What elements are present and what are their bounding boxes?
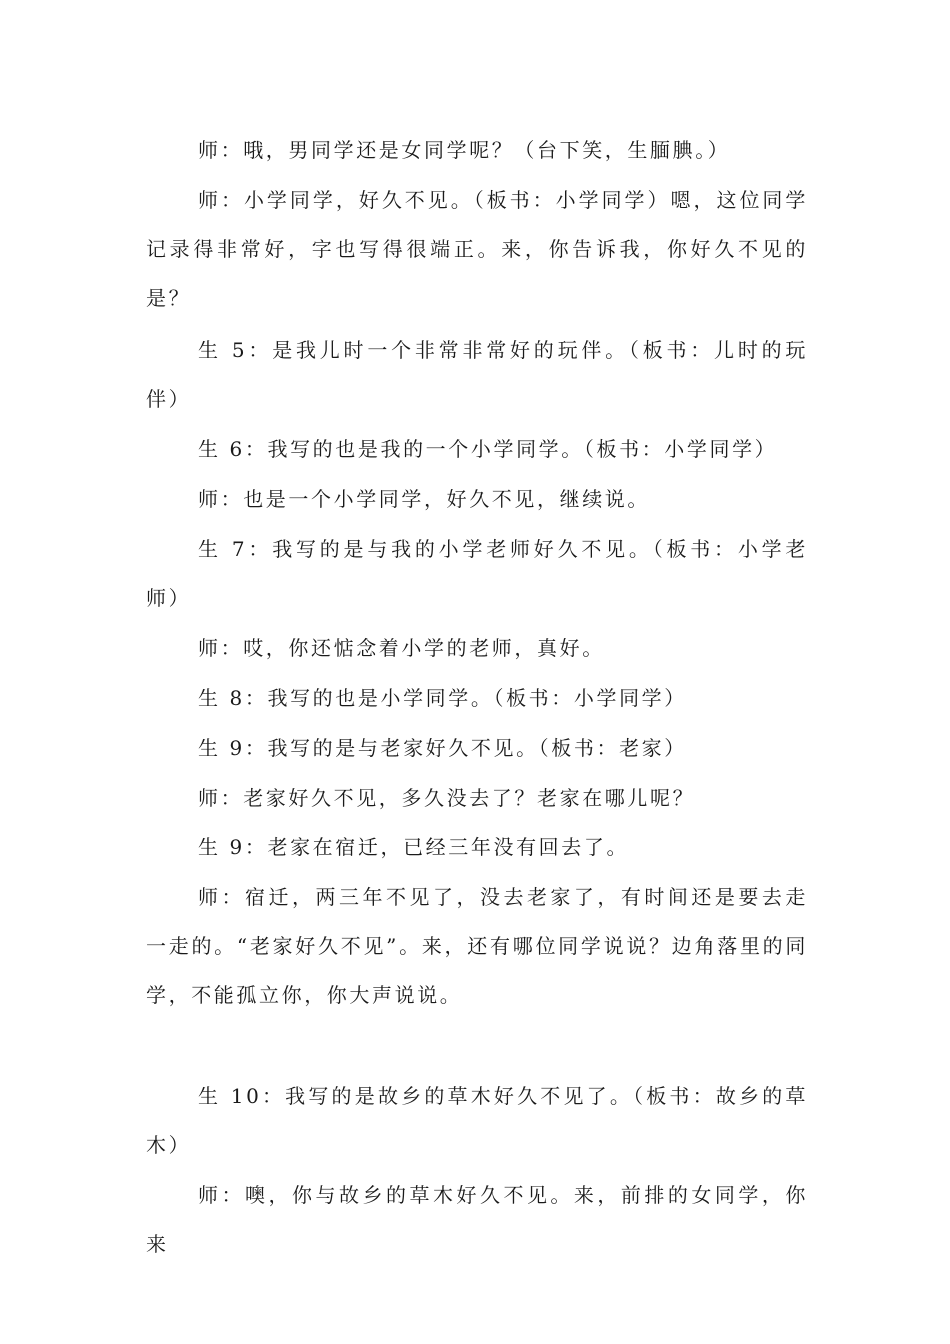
dialogue-paragraph-5: 师：也是一个小学同学，好久不见，继续说。	[198, 487, 650, 511]
dialogue-paragraph-10: 师：老家好久不见，多久没去了？老家在哪儿呢？	[198, 786, 696, 810]
dialogue-paragraph-7: 师：哎，你还惦念着小学的老师，真好。	[198, 636, 605, 660]
dialogue-paragraph-9: 生 9：我写的是与老家好久不见。（板书：老家）	[198, 736, 687, 760]
dialogue-paragraph-14: 师：噢，你与故乡的草木好久不见。来，前排的女同学，你来	[146, 1183, 808, 1256]
dialogue-paragraph-4: 生 6：我写的也是我的一个小学同学。（板书：小学同学）	[198, 437, 778, 461]
dialogue-paragraph-13: 生 10：我写的是故乡的草木好久不见了。（板书：故乡的草木）	[146, 1084, 808, 1157]
dialogue-paragraph-1: 师：哦，男同学还是女同学呢？（台下笑，生腼腆。）	[198, 138, 731, 162]
dialogue-paragraph-6: 生 7：我写的是与我的小学老师好久不见。（板书：小学老师）	[146, 537, 808, 610]
dialogue-paragraph-12: 师：宿迁，两三年不见了，没去老家了，有时间还是要去走一走的。“老家好久不见”。来，还有哪位同学说说？边角落里的同学，不能孤立你，你大声说说。	[146, 885, 808, 1007]
dialogue-paragraph-2: 师：小学同学，好久不见。（板书：小学同学）嗯，这位同学记录得非常好，字也写得很端正。来，你告诉我，你好久不见的是？	[146, 188, 808, 310]
dialogue-paragraph-8: 生 8：我写的也是小学同学。（板书：小学同学）	[198, 686, 687, 710]
dialogue-paragraph-11: 生 9：老家在宿迁，已经三年没有回去了。	[198, 835, 630, 859]
dialogue-paragraph-3: 生 5：是我儿时一个非常非常好的玩伴。（板书：儿时的玩伴）	[146, 338, 808, 411]
